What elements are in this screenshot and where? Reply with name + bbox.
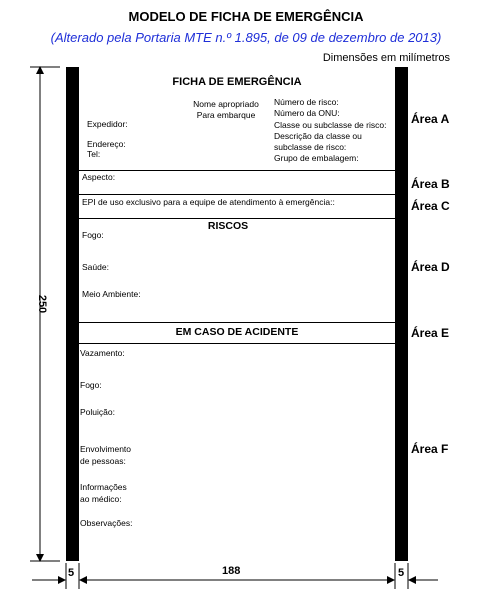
para-embarque-label: Para embarque: [196, 110, 256, 120]
numero-onu-label: Número da ONU:: [274, 108, 340, 118]
informacoes-label-2: ao médico:: [80, 494, 122, 504]
nome-apropriado-label: Nome apropriado: [193, 99, 259, 109]
right-margin-bar: [395, 67, 408, 561]
document-title: MODELO DE FICHA DE EMERGÊNCIA: [128, 9, 364, 24]
width-dimension-label: 188: [222, 565, 241, 577]
divider-a-b: [79, 170, 395, 171]
epi-label: EPI de uso exclusivo para a equipe de atendimento à emergência::: [82, 197, 335, 207]
height-dimension-label: 250: [36, 294, 49, 314]
numero-risco-label: Número de risco:: [274, 97, 339, 107]
envolvimento-label-1: Envolvimento: [80, 444, 132, 454]
divider-c-d: [79, 218, 395, 219]
poluicao-label: Poluição:: [80, 407, 115, 417]
divider-e-f: [79, 343, 395, 344]
right-margin-dimension: 5: [398, 567, 405, 579]
expedidor-label: Expedidor:: [87, 119, 128, 129]
endereco-label: Endereço:: [87, 139, 126, 149]
divider-b-c: [79, 194, 395, 195]
height-dimension-arrow: [30, 64, 60, 564]
descricao-label-1: Descrição da classe ou: [274, 131, 362, 141]
grupo-embalagem-label: Grupo de embalagem:: [274, 153, 359, 163]
area-c-label: Área C: [411, 199, 450, 213]
area-d-label: Área D: [411, 260, 450, 274]
descricao-label-2: subclasse de risco:: [274, 142, 347, 152]
saude-label: Saúde:: [82, 262, 109, 272]
area-b-label: Área B: [411, 177, 450, 191]
area-f-label: Área F: [411, 442, 449, 456]
aspecto-label: Aspecto:: [82, 172, 116, 182]
informacoes-label-1: Informações: [80, 482, 127, 492]
area-e-label: Área E: [411, 326, 450, 340]
riscos-heading: RISCOS: [207, 220, 249, 232]
riscos-fogo-label: Fogo:: [82, 230, 104, 240]
left-margin-dimension: 5: [68, 567, 75, 579]
vazamento-label: Vazamento:: [80, 348, 125, 358]
dimensions-note: Dimensões em milímetros: [322, 52, 450, 64]
left-margin-bar: [66, 67, 79, 561]
form-heading: FICHA DE EMERGÊNCIA: [172, 76, 302, 88]
document-subtitle: (Alterado pela Portaria MTE n.º 1.895, de 09 de dezembro de 2013): [50, 30, 442, 45]
envolvimento-label-2: de pessoas:: [80, 456, 126, 466]
observacoes-label: Observações:: [80, 518, 133, 528]
meio-ambiente-label: Meio Ambiente:: [82, 289, 141, 299]
acidente-fogo-label: Fogo:: [80, 380, 102, 390]
divider-d-e: [79, 322, 395, 323]
em-caso-acidente-heading: EM CASO DE ACIDENTE: [175, 326, 299, 338]
classe-label: Classe ou subclasse de risco:: [274, 120, 387, 130]
tel-label: Tel:: [87, 149, 101, 159]
area-a-label: Área A: [411, 112, 450, 126]
